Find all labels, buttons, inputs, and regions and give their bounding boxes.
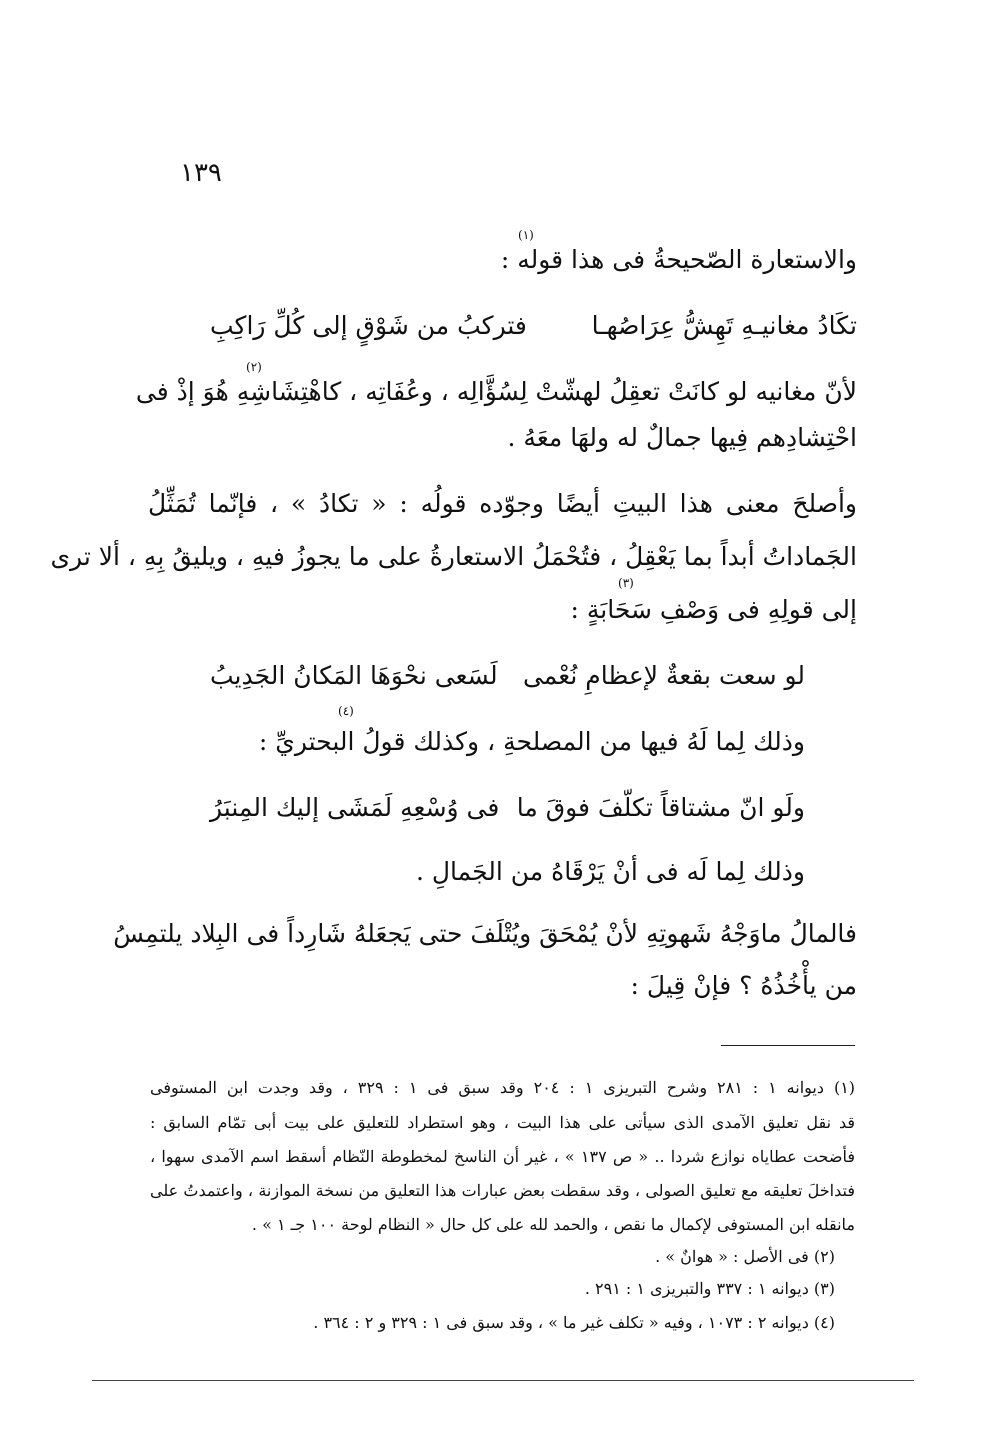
verse-3-left: فى وُسْعِهِ لَمَشَى إليك المِنبَرُ (210, 793, 500, 822)
page-number: ١٣٩ (180, 158, 222, 188)
paragraph-4: وذلك لِما لَه فى أنْ يَرْقَاهُ من الجَمالِ . (416, 857, 805, 886)
footnote-1-line-1: (١) ديوانه ١ : ٢٨١ وشرح التبريزى ١ : ٢٠٤ وقد سبق فى ١ : ٣٢٩ ، وقد وجدت ابن المستوفى (150, 1078, 856, 1097)
footnote-marker-2: (٢) (246, 360, 262, 374)
paragraph-2-line-1: وأصلحَ معنى هذا البيتِ أيضًا وجوّده قولُه : « تكادُ » ، فإنّما تُمَثِّلُ (148, 489, 857, 518)
intro-text: والاستعارة الصّحيحةُ فى هذا قوله : (500, 245, 857, 274)
bottom-rule (92, 1380, 914, 1381)
footnote-marker-3: (٣) (618, 576, 634, 590)
footnote-1-line-4: فتداخلَ تعليقه مع تعليق الصولى ، وقد سقطت بعض عبارات هذا التعليق من نسخة الموازنة ، واعتمدتُ على (150, 1181, 855, 1200)
footnote-divider (721, 1045, 855, 1046)
footnote-3: (٣) ديوانه ١ : ٣٣٧ والتبريزى ١ : ٢٩١ . (584, 1279, 835, 1298)
verse-3-right: ولَو انّ مشتاقاً تكلّفَ فوقَ ما (516, 793, 805, 822)
paragraph-2-line-3: إلى قولِهِ فى وَصْفِ سَحَابَةٍ : (570, 595, 857, 624)
footnote-1-line-5: مانقله ابن المستوفى لإكمال ما نقص ، والحمد لله على كل حال « النظام لوحة ١٠٠ جـ ١ » . (251, 1215, 855, 1234)
paragraph-5-line-2: من يأْخُذُهُ ؟ فإنْ قِيلَ : (630, 971, 857, 1000)
paragraph-2-line-2: الجَماداتُ أبداً بما يَعْقِلُ ، فتُحْمَلُ الاستعارةُ على ما يجوزُ فيهِ ، ويليقُ بِهِ ، ألا ترى (50, 542, 857, 571)
footnote-2: (٢) فى الأصل : « هوانٌ » . (655, 1247, 835, 1266)
intro-line (148, 240, 857, 280)
paragraph-1-line-2: احْتِشادِهم فِيها جمالٌ له ولهَا معَهُ . (507, 423, 857, 452)
verse-2-left: لَسَعى نحْوَهَا المَكانُ الجَدِيبُ (210, 661, 498, 690)
verse-1-left: فتركبُ من شَوْقٍ إلى كُلِّ رَاكِبِ (210, 311, 527, 340)
footnote-1-line-2: قد نقل تعليق الآمدى الذى سيأتى على هذا البيت ، وهو استطراد للتعليق على بيت أبى تمّام السابق : (150, 1113, 855, 1132)
paragraph-5-line-1: فالمالُ ماوَجْهُ شَهوتِهِ لأنْ يُمْحَقَ ويُتْلَفَ حتى يَجعَلهُ شَارِداً فى البِلاد يلتمِسُ (113, 919, 857, 948)
footnote-marker-1: (١) (518, 228, 534, 242)
footnote-4: (٤) ديوانه ٢ : ١٠٧٣ ، وفيه « تكلف غير ما » ، وقد سبق فى ١ : ٣٢٩ و ٢ : ٣٦٤ . (313, 1313, 835, 1332)
paragraph-1-line-1: لأنّ مغانيه لو كانَتْ تعقِلُ لهشّتْ لِسُؤَّالِه ، وعُفَاتِه ، كاهْتِشَاشِهِ هُوَ إذْ فى (135, 377, 857, 406)
footnote-1-line-3: فأضحت عطاياه نوازع شردا .. « ص ١٣٧ » ، غير أن الناسخ لمخطوطة النّظام أسقط اسم الآمدى سهوا ، (150, 1147, 855, 1166)
verse-1-right: تكَادُ مغانيـهِ تَهِشُّ عِرَاصُهـا (591, 311, 857, 340)
footnote-marker-4: (٤) (338, 704, 354, 718)
verse-2-right: لو سعت بقعةٌ لإعظامِ نُعْمى (522, 661, 805, 690)
paragraph-3: وذلك لِما لَهُ فيها من المصلحةِ ، وكذلك قولُ البحتريِّ : (258, 727, 805, 756)
